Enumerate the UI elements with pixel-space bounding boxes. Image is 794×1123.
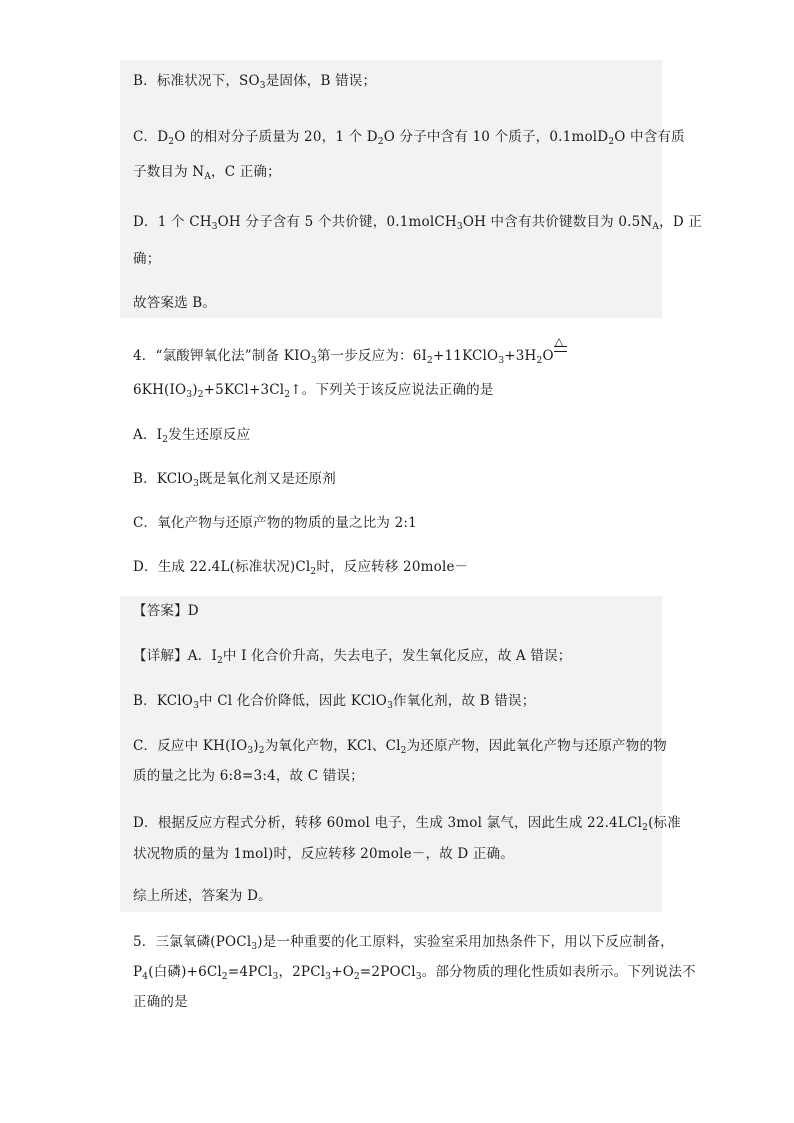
q4-explanation-a: 【详解】A．$I_2$中 I 化合价升高，失去电子，发生氧化反应，故 A 错误； [133, 648, 572, 666]
q3-explanation-shade [120, 60, 662, 318]
q4-stem-line2: $6KH(IO_3)_2+5KCl+3Cl_2↑$。下列关于该反应说法正确的是 [133, 382, 494, 400]
q4-stem-line1: 4．“氯酸钾氧化法”制备 $KIO_3$第一步反应为：$6I_2+11KClO_3+3H_2O$ △ [133, 344, 568, 365]
q4-explanation-b: B．KClO$_3$中 Cl 化合价降低，因此 KClO$_3$作氧化剂，故 B 错误； [133, 693, 536, 711]
q4-explanation-c-line2: 质的量之比为 6:8=3:4，故 C 错误； [133, 768, 364, 784]
q4-answer: 【答案】D [133, 603, 199, 619]
q4-option-c: C．氧化产物与还原产物的物质的量之比为 2:1 [133, 515, 417, 531]
q3-option-c-explanation-line2: 子数目为 $N_A$，C 正确； [133, 164, 281, 182]
q3-option-b-explanation: B．标准状况下，$SO_3$是固体，B 错误； [133, 73, 377, 91]
q4-option-b: B．KClO$_3$既是氧化剂又是还原剂 [133, 471, 336, 489]
q5-stem-line3: 正确的是 [133, 994, 188, 1010]
q5-stem-line1: 5．三氯氧磷(POCl$_3$)是一种重要的化工原料，实验室采用加热条件下，用以下反应制备， [133, 934, 674, 952]
q4-explanation-d-line2: 状况物质的量为 1mol)时，反应转移 20mole－，故 D 正确。 [133, 846, 515, 862]
q3-option-d-explanation-line2: 确； [133, 251, 161, 267]
q4-option-a: A．$I_2$发生还原反应 [133, 427, 251, 445]
q4-explanation-c-line1: C．反应中 $KH(IO_3)_2$为氧化产物，KCl、$Cl_2$为还原产物，因此氧化产物与还原产物的物 [133, 738, 667, 756]
q5-stem-line2: $P_4$(白磷)$+6Cl_2=4PCl_3$，$2PCl_3+O_2=2POCl_3$。部分物质的理化性质如表所示。下列说法不 [133, 964, 696, 982]
q3-option-d-explanation-line1: D．1 个 $CH_3OH$ 分子含有 5 个共价键，0.1molCH$_3$OH 中含有共价键数目为 $0.5N_A$，D 正 [133, 214, 703, 232]
q4-summary: 综上所述，答案为 D。 [133, 888, 272, 904]
heat-condition-symbol: △ [554, 344, 568, 362]
q3-option-c-explanation-line1: C．$D_2O$ 的相对分子质量为 20，1 个 $D_2O$ 分子中含有 10 个质子，0.1molD$_2$O 中含有质 [133, 129, 685, 147]
q3-conclusion: 故答案选 B。 [133, 295, 217, 311]
q4-explanation-d-line1: D．根据反应方程式分析，转移 60mol 电子，生成 3mol 氯气，因此生成 22.4LCl$_2$(标准 [133, 815, 681, 833]
q4-option-d: D．生成 22.4L(标准状况)$Cl_2$时，反应转移 20mole－ [133, 559, 469, 577]
